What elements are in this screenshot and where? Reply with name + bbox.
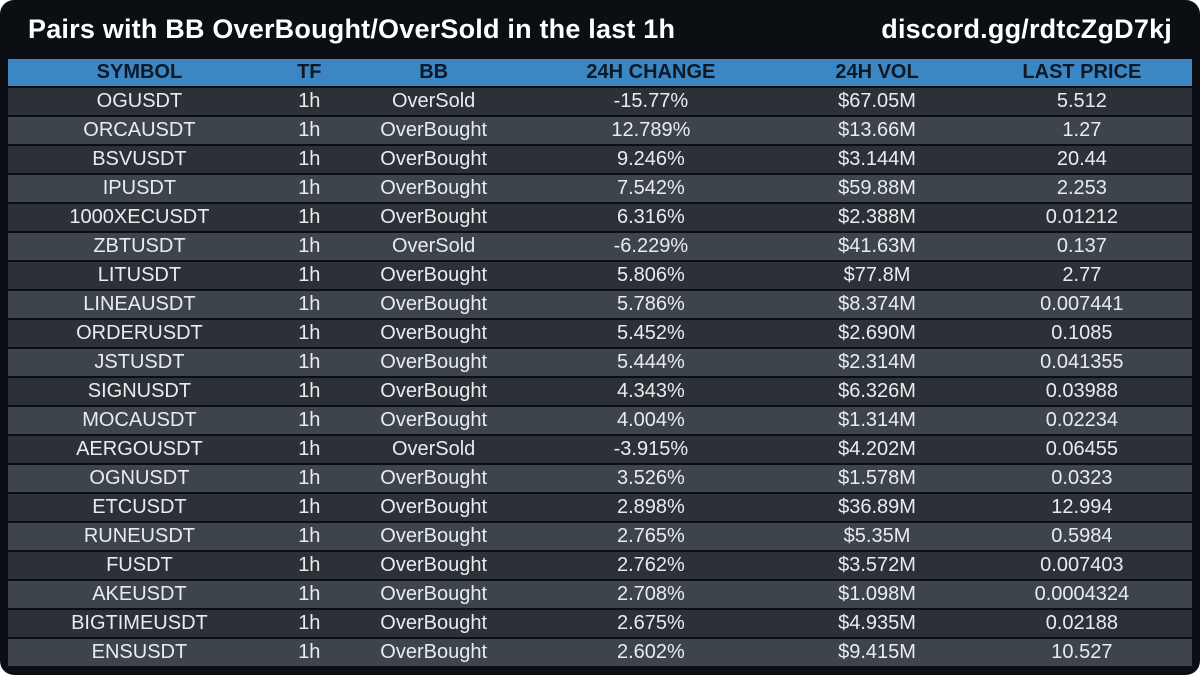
cell-tf: 1h bbox=[298, 119, 321, 141]
column-header-change_24h: 24H CHANGE bbox=[586, 61, 716, 83]
cell-last_price: 10.527 bbox=[1051, 641, 1113, 663]
table-row bbox=[8, 233, 1192, 260]
cell-vol_24h: $4.935M bbox=[838, 612, 916, 634]
column-header-tf: TF bbox=[297, 61, 322, 83]
cell-change_24h: -3.915% bbox=[613, 438, 689, 460]
table-row bbox=[8, 407, 1192, 434]
cell-vol_24h: $6.326M bbox=[838, 380, 916, 402]
cell-bb: OverSold bbox=[391, 235, 476, 257]
table-row bbox=[8, 204, 1192, 231]
column-header-vol_24h: 24H VOL bbox=[835, 61, 919, 83]
column-header-last_price: LAST PRICE bbox=[1022, 61, 1142, 83]
column-header-symbol: SYMBOL bbox=[96, 61, 183, 83]
cell-bb: OverBought bbox=[380, 119, 487, 141]
cell-change_24h: 12.789% bbox=[611, 119, 691, 141]
cell-symbol: OGUSDT bbox=[96, 90, 183, 112]
cell-last_price: 0.0323 bbox=[1051, 467, 1113, 489]
table-row bbox=[8, 349, 1192, 376]
table-row bbox=[8, 291, 1192, 318]
cell-symbol: AKEUSDT bbox=[92, 583, 187, 605]
cell-change_24h: 2.898% bbox=[616, 496, 685, 518]
cell-bb: OverBought bbox=[380, 554, 487, 576]
table-row bbox=[8, 88, 1192, 115]
cell-symbol: OGNUSDT bbox=[89, 467, 190, 489]
cell-vol_24h: $5.35M bbox=[843, 525, 911, 547]
cell-vol_24h: $2.388M bbox=[838, 206, 916, 228]
cell-symbol: LINEAUSDT bbox=[83, 293, 196, 315]
cell-last_price: 0.02234 bbox=[1045, 409, 1118, 431]
cell-change_24h: 3.526% bbox=[616, 467, 685, 489]
discord-invite-link: discord.gg/rdtcZgD7kj bbox=[881, 14, 1172, 44]
cell-vol_24h: $1.098M bbox=[838, 583, 916, 605]
cell-bb: OverSold bbox=[391, 438, 476, 460]
cell-symbol: ORDERUSDT bbox=[76, 322, 203, 344]
cell-last_price: 0.007441 bbox=[1040, 293, 1124, 315]
cell-symbol: MOCAUSDT bbox=[82, 409, 197, 431]
cell-last_price: 0.03988 bbox=[1045, 380, 1118, 402]
cell-tf: 1h bbox=[298, 641, 321, 663]
table-row bbox=[8, 320, 1192, 347]
cell-symbol: FUSDT bbox=[106, 554, 173, 576]
table-body bbox=[8, 88, 1192, 666]
cell-last_price: 12.994 bbox=[1051, 496, 1113, 518]
cell-bb: OverBought bbox=[380, 409, 487, 431]
column-header-bb: BB bbox=[419, 61, 449, 83]
cell-bb: OverBought bbox=[380, 525, 487, 547]
cell-symbol: IPUSDT bbox=[102, 177, 177, 199]
cell-symbol: JSTUSDT bbox=[94, 351, 185, 373]
cell-last_price: 2.253 bbox=[1056, 177, 1107, 199]
cell-vol_24h: $3.144M bbox=[838, 148, 916, 170]
cell-symbol: BSVUSDT bbox=[92, 148, 187, 170]
cell-vol_24h: $8.374M bbox=[838, 293, 916, 315]
cell-tf: 1h bbox=[298, 264, 321, 286]
table-row bbox=[8, 465, 1192, 492]
cell-symbol: ZBTUSDT bbox=[93, 235, 186, 257]
cell-vol_24h: $9.415M bbox=[838, 641, 916, 663]
table-row bbox=[8, 262, 1192, 289]
cell-last_price: 0.007403 bbox=[1040, 554, 1124, 576]
cell-vol_24h: $41.63M bbox=[838, 235, 916, 257]
cell-symbol: LITUSDT bbox=[97, 264, 182, 286]
cell-change_24h: 2.708% bbox=[616, 583, 685, 605]
cell-symbol: ORCAUSDT bbox=[83, 119, 196, 141]
cell-symbol: ETCUSDT bbox=[92, 496, 187, 518]
table-row bbox=[8, 175, 1192, 202]
cell-tf: 1h bbox=[298, 438, 321, 460]
cell-tf: 1h bbox=[298, 467, 321, 489]
table-row bbox=[8, 494, 1192, 521]
table-row bbox=[8, 639, 1192, 666]
table-row bbox=[8, 436, 1192, 463]
cell-symbol: AERGOUSDT bbox=[76, 438, 203, 460]
cell-change_24h: 5.806% bbox=[616, 264, 685, 286]
cell-vol_24h: $2.314M bbox=[838, 351, 916, 373]
table-row bbox=[8, 523, 1192, 550]
cell-bb: OverSold bbox=[391, 90, 476, 112]
table-row bbox=[8, 581, 1192, 608]
pairs-table bbox=[0, 59, 1200, 668]
cell-last_price: 0.0004324 bbox=[1034, 583, 1130, 605]
cell-bb: OverBought bbox=[380, 351, 487, 373]
table-row bbox=[8, 146, 1192, 173]
cell-tf: 1h bbox=[298, 380, 321, 402]
cell-change_24h: 2.765% bbox=[616, 525, 685, 547]
cell-bb: OverBought bbox=[380, 148, 487, 170]
cell-vol_24h: $67.05M bbox=[838, 90, 916, 112]
cell-tf: 1h bbox=[298, 525, 321, 547]
cell-tf: 1h bbox=[298, 612, 321, 634]
cell-bb: OverBought bbox=[380, 293, 487, 315]
cell-change_24h: 2.602% bbox=[616, 641, 685, 663]
cell-tf: 1h bbox=[298, 409, 321, 431]
cell-tf: 1h bbox=[298, 554, 321, 576]
title-bar bbox=[0, 0, 1200, 59]
cell-tf: 1h bbox=[298, 583, 321, 605]
cell-tf: 1h bbox=[298, 177, 321, 199]
cell-change_24h: 5.452% bbox=[616, 322, 685, 344]
cell-last_price: 0.01212 bbox=[1045, 206, 1118, 228]
table-row bbox=[8, 378, 1192, 405]
cell-tf: 1h bbox=[298, 322, 321, 344]
cell-tf: 1h bbox=[298, 235, 321, 257]
cell-tf: 1h bbox=[298, 148, 321, 170]
cell-tf: 1h bbox=[298, 293, 321, 315]
cell-change_24h: 5.444% bbox=[616, 351, 685, 373]
cell-last_price: 2.77 bbox=[1062, 264, 1102, 286]
cell-symbol: BIGTIMEUSDT bbox=[71, 612, 208, 634]
table-row bbox=[8, 610, 1192, 637]
cell-vol_24h: $4.202M bbox=[838, 438, 916, 460]
cell-change_24h: -15.77% bbox=[613, 90, 689, 112]
table-header-row bbox=[8, 59, 1192, 86]
cell-bb: OverBought bbox=[380, 583, 487, 605]
cell-vol_24h: $2.690M bbox=[838, 322, 916, 344]
cell-vol_24h: $1.314M bbox=[838, 409, 916, 431]
cell-change_24h: 5.786% bbox=[616, 293, 685, 315]
cell-vol_24h: $59.88M bbox=[838, 177, 916, 199]
cell-vol_24h: $36.89M bbox=[838, 496, 916, 518]
cell-tf: 1h bbox=[298, 496, 321, 518]
cell-change_24h: 6.316% bbox=[616, 206, 685, 228]
cell-vol_24h: $3.572M bbox=[838, 554, 916, 576]
cell-bb: OverBought bbox=[380, 496, 487, 518]
cell-change_24h: 9.246% bbox=[616, 148, 685, 170]
cell-bb: OverBought bbox=[380, 380, 487, 402]
cell-last_price: 0.5984 bbox=[1051, 525, 1113, 547]
cell-change_24h: 2.762% bbox=[616, 554, 685, 576]
cell-vol_24h: $1.578M bbox=[838, 467, 916, 489]
cell-change_24h: 4.004% bbox=[616, 409, 685, 431]
cell-symbol: RUNEUSDT bbox=[83, 525, 195, 547]
cell-change_24h: 4.343% bbox=[616, 380, 685, 402]
cell-symbol: 1000XECUSDT bbox=[69, 206, 210, 228]
cell-last_price: 0.1085 bbox=[1051, 322, 1113, 344]
cell-bb: OverBought bbox=[380, 206, 487, 228]
cell-bb: OverBought bbox=[380, 641, 487, 663]
table-row bbox=[8, 117, 1192, 144]
cell-last_price: 20.44 bbox=[1056, 148, 1107, 170]
cell-last_price: 0.02188 bbox=[1045, 612, 1118, 634]
table-row bbox=[8, 552, 1192, 579]
cell-last_price: 1.27 bbox=[1062, 119, 1102, 141]
cell-symbol: ENSUSDT bbox=[91, 641, 188, 663]
cell-last_price: 0.137 bbox=[1056, 235, 1107, 257]
cell-bb: OverBought bbox=[380, 612, 487, 634]
cell-change_24h: 7.542% bbox=[616, 177, 685, 199]
page-title: Pairs with BB OverBought/OverSold in the last 1h bbox=[28, 14, 676, 44]
cell-bb: OverBought bbox=[380, 177, 487, 199]
cell-last_price: 5.512 bbox=[1056, 90, 1107, 112]
cell-vol_24h: $13.66M bbox=[838, 119, 916, 141]
cell-tf: 1h bbox=[298, 206, 321, 228]
cell-symbol: SIGNUSDT bbox=[87, 380, 192, 402]
cell-tf: 1h bbox=[298, 90, 321, 112]
cell-tf: 1h bbox=[298, 351, 321, 373]
cell-change_24h: -6.229% bbox=[613, 235, 689, 257]
cell-change_24h: 2.675% bbox=[616, 612, 685, 634]
cell-bb: OverBought bbox=[380, 467, 487, 489]
cell-bb: OverBought bbox=[380, 264, 487, 286]
cell-last_price: 0.041355 bbox=[1040, 351, 1124, 373]
cell-bb: OverBought bbox=[380, 322, 487, 344]
cell-last_price: 0.06455 bbox=[1045, 438, 1118, 460]
cell-vol_24h: $77.8M bbox=[843, 264, 911, 286]
